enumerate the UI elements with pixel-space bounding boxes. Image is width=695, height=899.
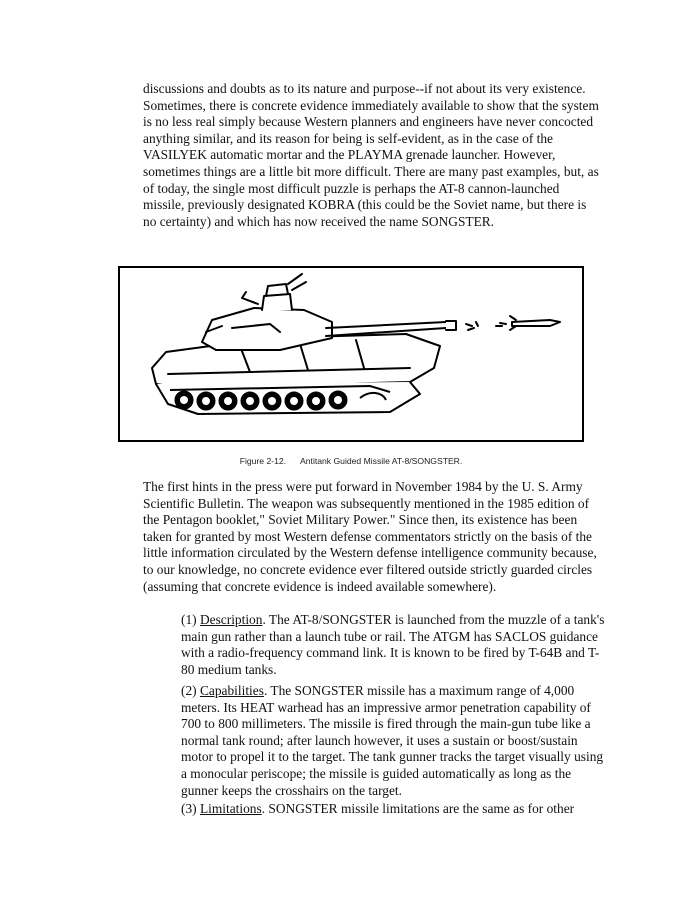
tank-illustration [118, 266, 584, 442]
history-paragraph: The first hints in the press were put forward in November 1984 by the U. S. Army Scientific Bulletin. The weapon was subsequently mentioned in the 1985 edition of the Pentagon booklet," Soviet Military Power." Since then, its existence has been taken for granted by most Western defense commentators strictly on the basis of the little information circulated by the Western defense intelligence community because, to our knowledge, no concrete evidence ever filtered outside strictly guarded circles (assuming that concrete evidence is indeed available somewhere). [143, 479, 597, 594]
figure-title: Antitank Guided Missile AT-8/SONGSTER. [300, 456, 463, 466]
intro-paragraph: discussions and doubts as to its nature and purpose--if not about its very existence. Sometimes, there is concrete evidence immediately available to show that the system is no less real simply because Western planners and engineers have never concocted anything similar, and its reason for being is self-evident, as in the case of the VASILYEK automatic mortar and the PLAYMA grenade launcher. However, sometimes things are a little bit more difficult. There are many past examples, but, as of today, the single most difficult puzzle is perhaps the AT-8 cannon-launched missile, previously designated KOBRA (this could be the Soviet name, but there is no certainty) and which has now received the name SONGSTER. [143, 81, 599, 229]
section-marker: (2) [181, 683, 200, 698]
section-capabilities [181, 683, 606, 799]
section-text: . The AT-8/SONGSTER is launched from the muzzle of a tank's main gun rather than a launch tube or rail. The ATGM has SACLOS guidance with a radio-frequency command link. It is known to be fired by T-64B and T-80 medium tanks. [181, 612, 605, 677]
section-limitations [181, 801, 606, 818]
section-description [181, 612, 606, 678]
section-heading: Capabilities [199, 683, 264, 698]
section-text: . The SONGSTER missile has a maximum range of 4,000 meters. Its HEAT warhead has an impressive armor penetration capability of 700 to 800 millimeters. The missile is fired through the main-gun tube like a normal tank round; after launch however, it uses a sustain or boost/sustain motor to propel it to the target. The tank gunner tracks the target visually using a monocular periscope; the missile is guided automatically as long as the gunner keeps the crosshairs on the target. [181, 683, 604, 798]
section-text: . SONGSTER missile limitations are the same as for other [261, 801, 575, 816]
section-heading: Description [199, 612, 263, 627]
figure-caption [118, 456, 584, 466]
section-marker: (1) [181, 612, 200, 627]
section-heading: Limitations [199, 801, 262, 816]
figure-number: Figure 2-12. [239, 456, 287, 466]
section-marker: (3) [181, 801, 200, 816]
tank-missile-drawing [120, 268, 582, 440]
